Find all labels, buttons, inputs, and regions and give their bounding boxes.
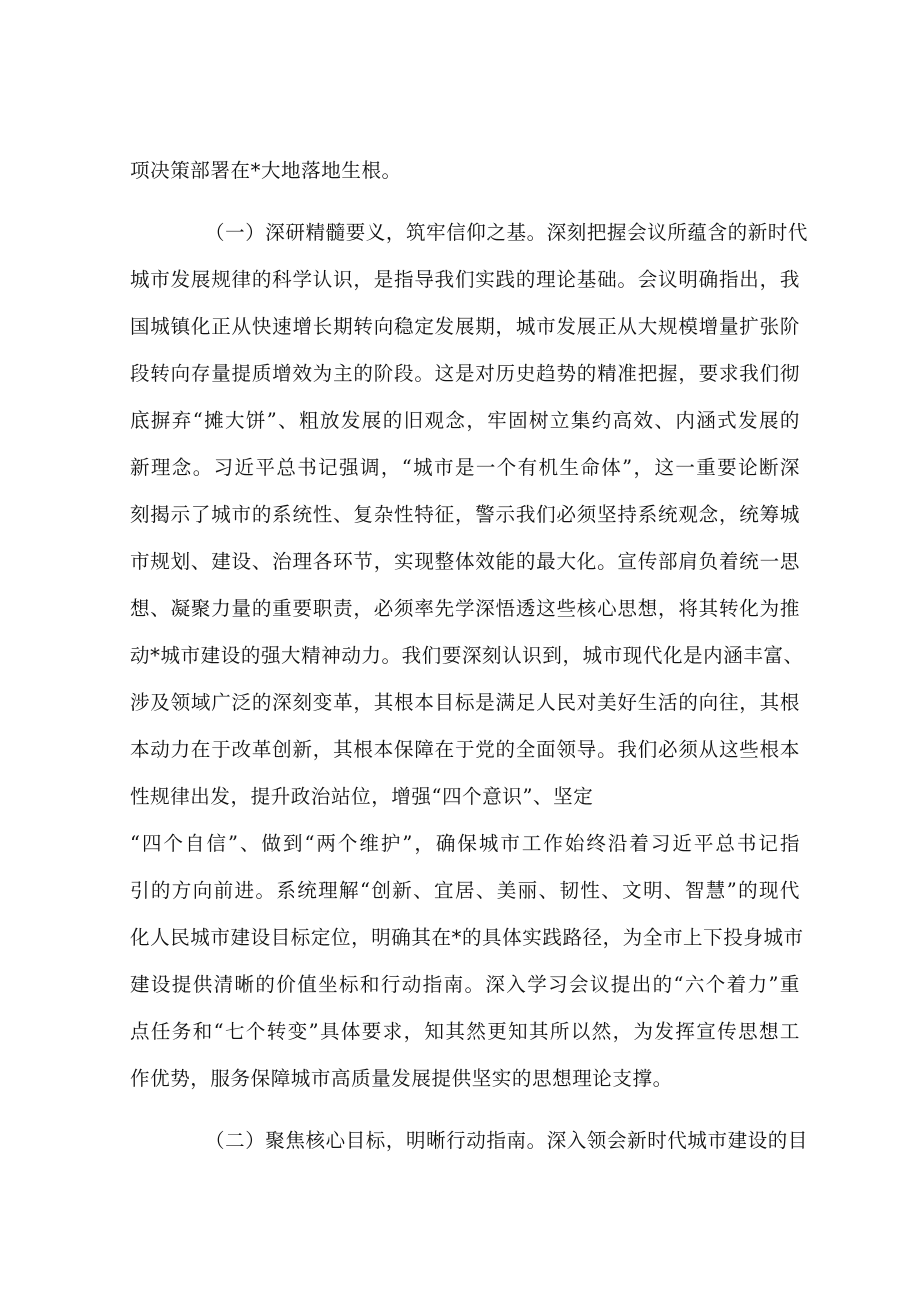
paragraph-heading-line: （一）深研精髓要义，筑牢信仰之基。深刻把握会议所蕴含的新时代 (205, 221, 809, 244)
paragraph-line: 本动力在于改革创新，其根本保障在于党的全面领导。我们必须从这些根本 (130, 738, 800, 761)
paragraph-line: 动*城市建设的强大精神动力。我们要深刻认识到，城市现代化是内涵丰富、 (130, 644, 804, 667)
paragraph-line: “四个自信”、做到“两个维护”，确保城市工作始终沿着习近平总书记指 (130, 832, 800, 855)
paragraph-line: 涉及领域广泛的深刻变革，其根本目标是满足人民对美好生活的向往，其根 (130, 691, 800, 714)
paragraph-line: 引的方向前进。系统理解“创新、宜居、美丽、韧性、文明、智慧”的现代 (130, 879, 800, 902)
paragraph-line: 市规划、建设、治理各环节，实现整体效能的最大化。宣传部肩负着统一思 (130, 550, 800, 573)
paragraph-line: 新理念。习近平总书记强调，“城市是一个有机生命体”，这一重要论断深 (130, 456, 800, 479)
paragraph-line: 底摒弃“摊大饼”、粗放发展的旧观念，牢固树立集约高效、内涵式发展的 (130, 409, 800, 432)
paragraph-line: 建设提供清晰的价值坐标和行动指南。深入学习会议提出的“六个着力”重 (130, 973, 800, 996)
paragraph-line: 项决策部署在*大地落地生根。 (130, 159, 402, 182)
paragraph-line: 刻揭示了城市的系统性、复杂性特征，警示我们必须坚持系统观念，统筹城 (130, 503, 800, 526)
paragraph-line: 化人民城市建设目标定位，明确其在*的具体实践路径，为全市上下投身城市 (130, 926, 804, 949)
paragraph-line: 国城镇化正从快速增长期转向稳定发展期，城市发展正从大规模增量扩张阶 (130, 315, 800, 338)
paragraph-line: 想、凝聚力量的重要职责，必须率先学深悟透这些核心思想，将其转化为推 (130, 597, 800, 620)
paragraph-line: 作优势，服务保障城市高质量发展提供坚实的思想理论支撑。 (130, 1067, 673, 1090)
paragraph-heading-line: （二）聚焦核心目标，明晰行动指南。深入领会新时代城市建设的目 (205, 1129, 809, 1152)
paragraph-line: 点任务和“七个转变”具体要求，知其然更知其所以然，为发挥宣传思想工 (130, 1020, 800, 1043)
paragraph-line: 段转向存量提质增效为主的阶段。这是对历史趋势的精准把握，要求我们彻 (130, 362, 800, 385)
paragraph-line: 性规律出发，提升政治站位，增强“四个意识”、坚定 (130, 785, 594, 808)
paragraph-line: 城市发展规律的科学认识，是指导我们实践的理论基础。会议明确指出，我 (130, 268, 800, 291)
